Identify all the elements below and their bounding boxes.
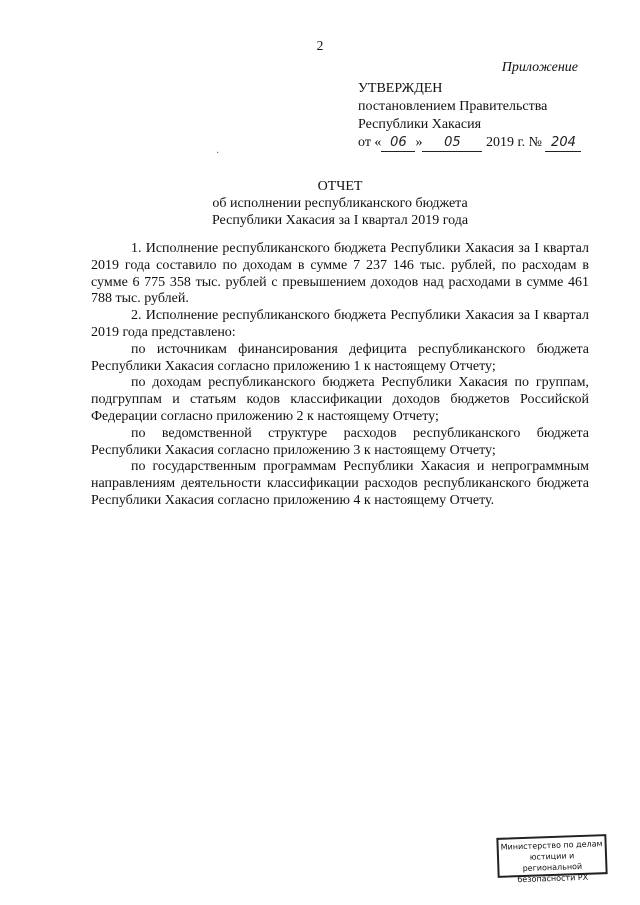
stamp-line-2: юстиции и региональной	[522, 851, 583, 874]
stray-mark: ·	[216, 148, 220, 159]
paragraph: по доходам республиканского бюджета Республики Хакасия по группам, подгруппам и статьям кодов классификации доходов бюджетов Российской Федерации согласно приложению 2 к настоящему Отчету;	[91, 375, 589, 424]
paragraph: по ведомственной структуре расходов республиканского бюджета Республики Хакасия согласно приложению 3 к настоящему Отчету;	[91, 425, 589, 458]
approval-block	[358, 80, 581, 152]
approval-line-2: постановлением Правительства	[358, 99, 548, 114]
date-day: 06	[381, 136, 415, 152]
appendix-label: Приложение	[501, 60, 578, 75]
report-title	[0, 178, 640, 229]
date-quote-close: »	[415, 135, 423, 150]
title-line-3: Республики Хакасия за I квартал 2019 года	[211, 213, 469, 228]
date-prefix: от «	[358, 135, 382, 150]
date-year: 2019 г. №	[485, 135, 542, 150]
stamp-line-3: безопасности РХ	[517, 872, 589, 885]
paragraph: по источникам финансирования дефицита республиканского бюджета Республики Хакасия согласно приложению 1 к настоящему Отчету;	[91, 341, 589, 374]
report-body	[91, 241, 589, 510]
paragraph: по государственным программам Республики Хакасия и непрограммным направлениям деятельности классификации расходов республиканского бюджета Республики Хакасия согласно приложению 4 к настоящему Отчету.	[91, 459, 589, 508]
title-line-1: ОТЧЕТ	[317, 179, 363, 194]
document-number: 204	[545, 136, 581, 152]
date-month: 05	[422, 136, 482, 152]
paragraph: 1. Исполнение республиканского бюджета Республики Хакасия за I квартал 2019 года составило по доходам в сумме 7 237 146 тыс. рублей, по расходам в сумме 6 775 358 тыс. рублей с превышением доходов над расходами в сумме 461 788 тыс. рублей.	[91, 241, 589, 307]
stamp-line-1: Министерство по делам	[500, 839, 603, 852]
approval-date-line	[358, 134, 581, 152]
approval-line-3: Республики Хакасия	[358, 117, 482, 132]
approval-heading: УТВЕРЖДЕН	[358, 81, 443, 96]
registration-stamp	[496, 834, 607, 885]
title-line-2: об исполнении республиканского бюджета	[212, 196, 468, 211]
page-number: 2	[316, 38, 324, 53]
paragraph: 2. Исполнение республиканского бюджета Республики Хакасия за I квартал 2019 года представлено:	[91, 308, 589, 340]
